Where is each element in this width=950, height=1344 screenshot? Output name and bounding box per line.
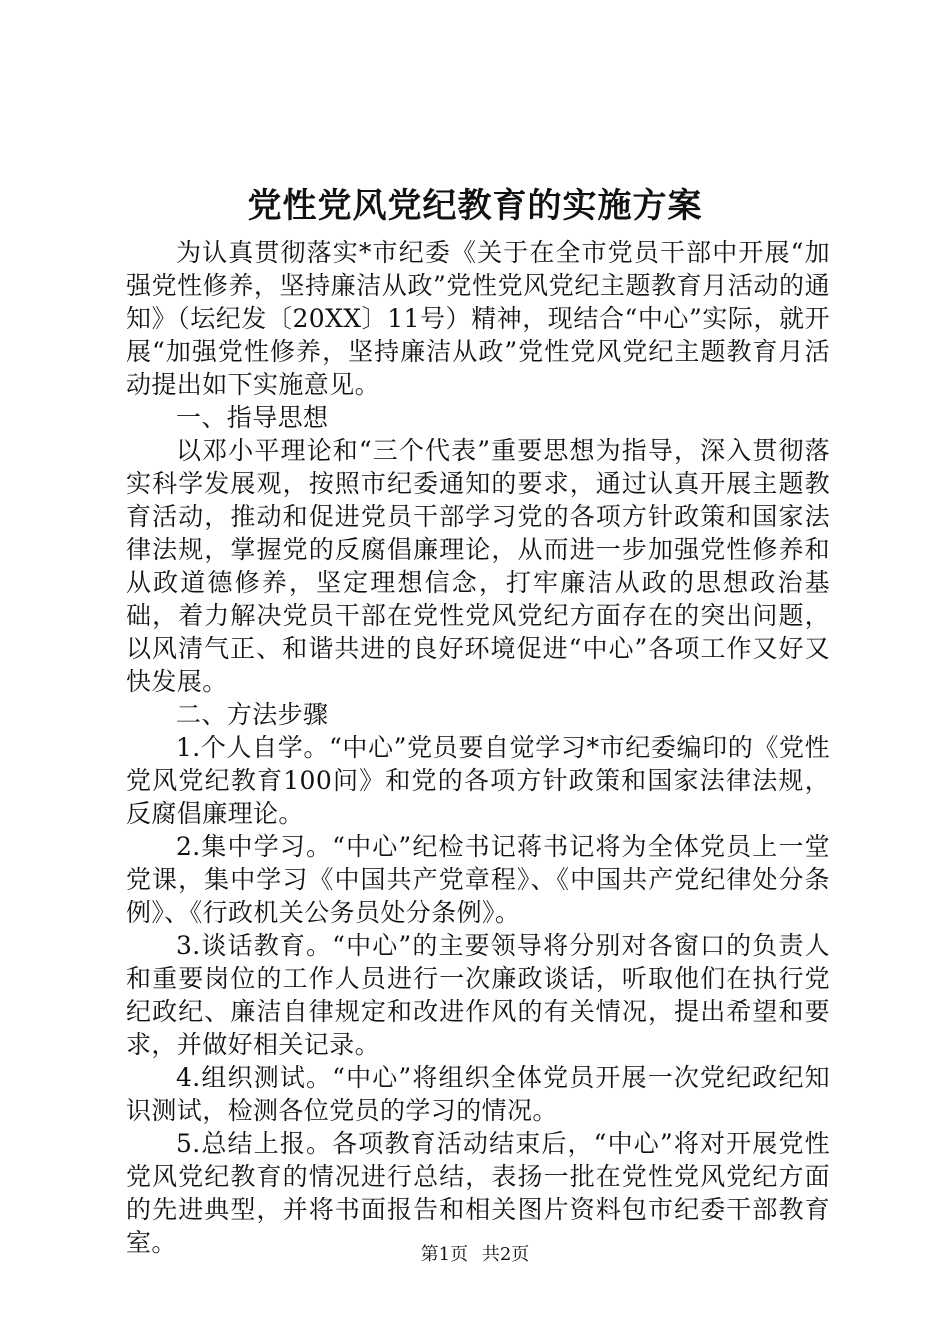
page-number-total: 共2页 bbox=[481, 1244, 530, 1265]
page-footer bbox=[0, 1243, 950, 1267]
step-self-study: 1.个人自学。“中心”党员要自觉学习*市纪委编印的《党性党风党纪教育100问》和党的各项方针政策和国家法律法规，反腐倡廉理论。 bbox=[126, 733, 830, 828]
step-summary-report: 5.总结上报。各项教育活动结束后，“中心”将对开展党性党风党纪教育的情况进行总结，表扬一批在党性党风党纪方面的先进典型，并将书面报告和相关图片资料包市纪委干部教育室。 bbox=[126, 1129, 830, 1257]
step-organize-test: 4.组织测试。“中心”将组织全体党员开展一次党纪政纪知识测试，检测各位党员的学习的情况。 bbox=[126, 1063, 830, 1125]
page-number-current: 第1页 bbox=[420, 1244, 469, 1265]
intro-paragraph: 为认真贯彻落实*市纪委《关于在全市党员干部中开展“加强党性修养，坚持廉洁从政”党性党风党纪主题教育月活动的通知》（坛纪发〔20XX〕11号）精神，现结合“中心”实际，就开展“加强党性修养，坚持廉洁从政”党性党风党纪主题教育月活动提出如下实施意见。 bbox=[126, 238, 830, 399]
document-body bbox=[126, 236, 830, 1259]
section-heading-guiding-ideology: 一、指导思想 bbox=[176, 403, 329, 432]
step-group-study: 2.集中学习。“中心”纪检书记蒋书记将为全体党员上一堂党课，集中学习《中国共产党章程》、《中国共产党纪律处分条例》、《行政机关公务员处分条例》。 bbox=[126, 832, 830, 927]
guiding-ideology-paragraph: 以邓小平理论和“三个代表”重要思想为指导，深入贯彻落实科学发展观，按照市纪委通知的要求，通过认真开展主题教育活动，推动和促进党员干部学习党的各项方针政策和国家法律法规，掌握党的反腐倡廉理论，从而进一步加强党性修养和从政道德修养，坚定理想信念，打牢廉洁从政的思想政治基础，着力解决党员干部在党性党风党纪方面存在的突出问题，以风清气正、和谐共进的良好环境促进“中心”各项工作又好又快发展。 bbox=[126, 436, 830, 696]
section-heading-method-steps: 二、方法步骤 bbox=[176, 700, 329, 729]
document-title: 党性党风党纪教育的实施方案 bbox=[247, 186, 703, 226]
step-talk-education: 3.谈话教育。“中心”的主要领导将分别对各窗口的负责人和重要岗位的工作人员进行一次廉政谈话，听取他们在执行党纪政纪、廉洁自律规定和改进作风的有关情况，提出希望和要求，并做好相关记录。 bbox=[126, 931, 830, 1059]
